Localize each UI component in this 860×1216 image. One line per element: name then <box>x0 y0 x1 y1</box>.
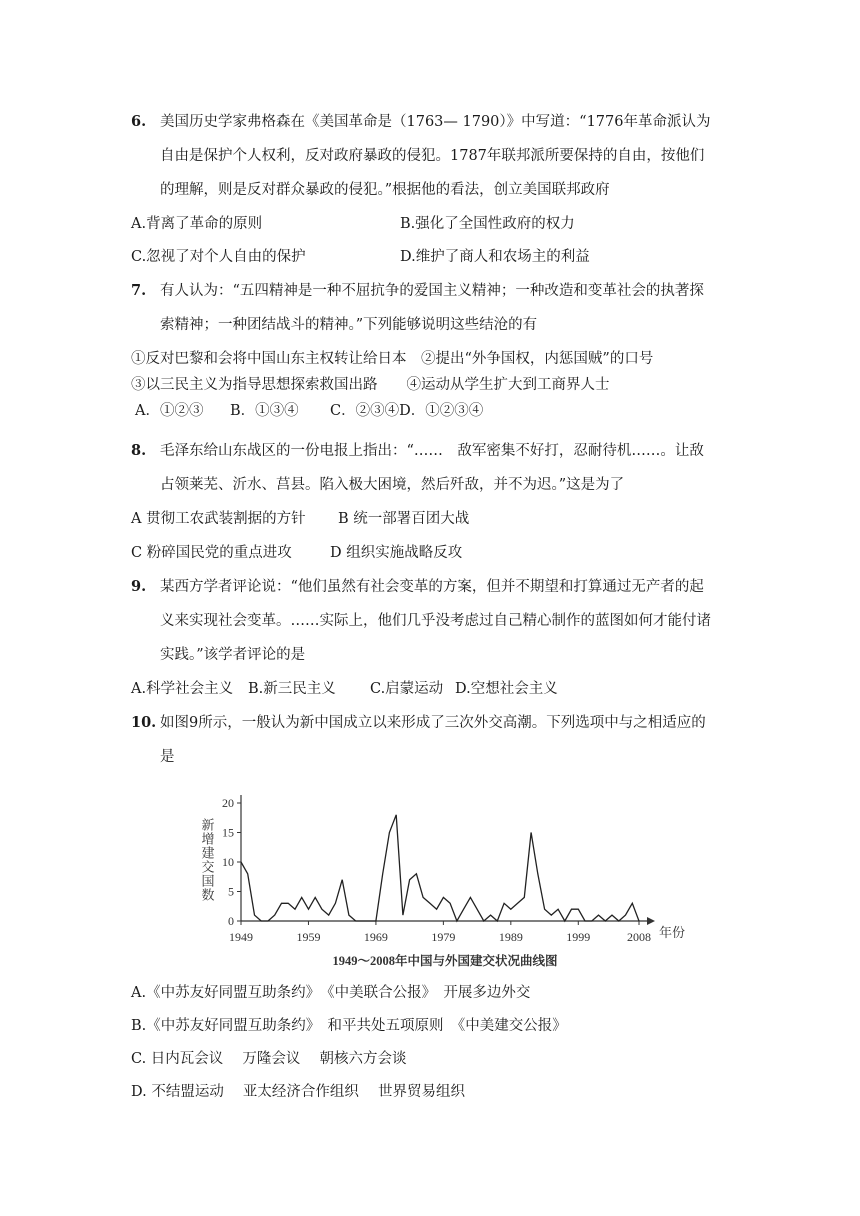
question-8-option-c: C 粉碎国民党的重点进攻 <box>131 545 292 561</box>
question-10-option-d: D. 不结盟运动 亚太经济合作组织 世界贸易组织 <box>131 1084 466 1100</box>
chart-y-tick-label: 15 <box>222 825 234 840</box>
question-6-stem-line-2: 自由是保护个人权利，反对政府暴政的侵犯。1787年联邦派所要保持的自由，按他们 <box>160 148 705 164</box>
question-6-option-a: A.背离了革命的原则 <box>131 216 263 232</box>
question-10-option-c: C. 日内瓦会议 万隆会议 朝核六方会谈 <box>131 1051 407 1067</box>
question-6-stem-line-3: 的理解，则是反对群众暴政的侵犯。”根据他的看法，创立美国联邦政府 <box>160 182 610 198</box>
question-7-stem-line-2: 索精神；一种团结战斗的精神。”下列能够说明这些结沧的有 <box>160 317 538 333</box>
chart-x-axis-label: 年份 <box>659 925 686 940</box>
chart-title: 1949～2008年中国与外国建交状况曲线图 <box>332 954 558 968</box>
question-7-item-line-2: ③以三民主义为指导思想探索救国出路 ④运动从学生扩大到工商界人士 <box>131 377 610 393</box>
chart-x-tick-label: 1969 <box>363 930 388 944</box>
question-8-stem-line-2: 占领莱芜、沂水、莒县。陷入极大困境，然后歼敌，并不为迟。”这是为了 <box>160 477 625 493</box>
question-9-number: 9. <box>131 578 147 595</box>
question-10-option-a: A.《中苏友好同盟互助条约》 《中美联合公报》 开展多边外交 <box>131 985 531 1001</box>
chart-x-tick-label: 1999 <box>566 930 591 944</box>
diplomatic-relations-chart <box>195 785 695 975</box>
question-10-number: 10. <box>131 714 157 731</box>
question-8-option-d: D 组织实施战略反攻 <box>330 545 463 561</box>
question-6-option-b: B.强化了全国性政府的权力 <box>400 216 575 232</box>
question-10-stem-line-1: 如图9所示，一般认为新中国成立以来形成了三次外交高潮。下列选项中与之相适应的 <box>160 715 706 731</box>
chart-series-line <box>241 815 639 921</box>
question-7-option-a: A．①②③ <box>135 403 204 419</box>
question-8-stem-line-1: 毛泽东给山东战区的一份电报上指出：“…… 敌军密集不好打，忍耐待机……。让敌 <box>160 443 704 459</box>
chart-x-tick-label: 1989 <box>498 930 523 944</box>
question-9-stem-line-3: 实践。”该学者评论的是 <box>160 647 306 663</box>
chart-x-axis-arrow <box>647 917 655 925</box>
chart-x-tick-label: 2008 <box>627 930 651 944</box>
question-8-number: 8. <box>131 442 147 459</box>
question-9-stem-line-2: 义来实现社会变革。……实际上，他们几乎没考虑过自己精心制作的蓝图如何才能付诸 <box>160 613 711 629</box>
chart-y-tick-label: 0 <box>228 914 234 928</box>
question-9-option-d: D.空想社会主义 <box>455 681 558 697</box>
chart-x-tick-label: 1949 <box>229 930 253 944</box>
question-7-option-cd: C．②③④D．①②③④ <box>330 403 484 419</box>
chart-y-tick-label: 5 <box>228 884 234 899</box>
question-9-option-a: A.科学社会主义 <box>131 681 234 697</box>
chart-y-axis-label: 新增建交国数 <box>199 818 215 902</box>
question-7-number: 7. <box>131 282 147 299</box>
question-6-stem-line-1: 美国历史学家弗格森在《美国革命是（1763— 1790）》中写道：“1776年革命派认为 <box>160 114 711 130</box>
question-7-item-line-1: ①反对巴黎和会将中国山东主权转让给日本 ②提出“外争国权，内惩国贼”的口号 <box>131 351 654 367</box>
question-9-option-c: C.启蒙运动 <box>370 681 444 697</box>
question-7-stem-line-1: 有人认为：“五四精神是一种不屈抗争的爱国主义精神；一种改造和变革社会的执著探 <box>160 283 704 299</box>
question-6-option-c: C.忽视了对个人自由的保护 <box>131 249 306 265</box>
question-7-option-b: B．①③④ <box>230 403 299 419</box>
question-10-stem-line-2: 是 <box>160 749 175 765</box>
question-10-option-b: B.《中苏友好同盟互助条约》 和平共处五项原则 《中美建交公报》 <box>131 1018 567 1034</box>
question-6-option-d: D.维护了商人和农场主的利益 <box>400 249 590 265</box>
chart-y-tick-label: 20 <box>222 796 234 810</box>
question-8-option-a: A 贯彻工农武装割据的方针 <box>131 511 306 527</box>
question-9-stem-line-1: 某西方学者评论说：“他们虽然有社会变革的方案，但并不期望和打算通过无产者的起 <box>160 579 704 595</box>
question-6-number: 6. <box>131 113 147 130</box>
chart-y-tick-label: 10 <box>222 855 234 869</box>
chart-x-tick-label: 1979 <box>431 930 456 944</box>
question-8-option-b: B 统一部署百团大战 <box>338 511 470 527</box>
question-9-option-b: B.新三民主义 <box>248 681 336 697</box>
chart-x-tick-label: 1959 <box>296 930 321 944</box>
